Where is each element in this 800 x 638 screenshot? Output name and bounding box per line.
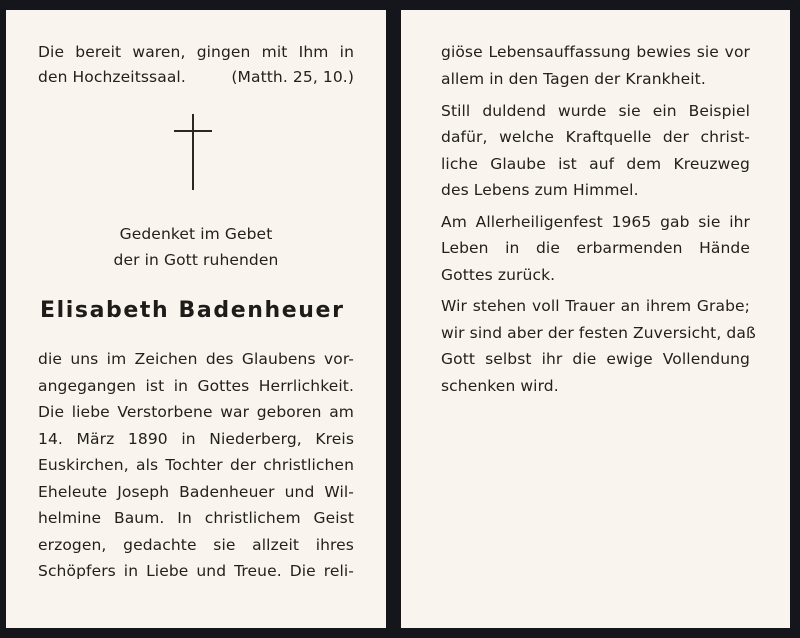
paragraph-4-line: Gott selbst ihr die ewige Vollendung [441, 350, 750, 368]
paragraph-3-line: Am Allerheiligenfest 1965 gab sie ihr [441, 213, 750, 231]
body-line: 14. März 1890 in Niederberg, Kreis [38, 430, 354, 448]
deceased-name: Elisabeth Badenheuer [40, 298, 345, 323]
paragraph-1-line: allem in den Tagen der Krankheit. [441, 70, 706, 88]
body-line: angegangen ist in Gottes Herrlichkeit. [38, 377, 354, 395]
body-line: Euskirchen, als Tochter der christlichen [38, 456, 354, 474]
paragraph-2-line: des Lebens zum Himmel. [441, 181, 639, 199]
cross-icon [192, 114, 194, 190]
paragraph-2-line: liche Glaube ist auf dem Kreuzweg [441, 155, 750, 173]
left-page [6, 10, 386, 628]
body-line: Schöpfers in Liebe und Treue. Die reli- [38, 562, 354, 580]
bible-verse-reference: (Matth. 25, 10.) [231, 68, 354, 86]
paragraph-3-line: Leben in die erbarmenden Hände [441, 239, 750, 257]
bible-verse-line-1: Die bereit waren, gingen mit Ihm in [38, 43, 354, 61]
bible-verse-line-2 [38, 67, 354, 87]
body-line: die uns im Zeichen des Glaubens vor- [38, 350, 354, 368]
paragraph-2-line: dafür, welche Kraftquelle der christ- [441, 128, 750, 146]
paragraph-4-line: wir sind aber der festen Zuversicht, daß [441, 324, 756, 342]
paragraph-1-line: giöse Lebensauffassung bewies sie vor [441, 43, 750, 61]
paragraph-4-line: schenken wird. [441, 377, 559, 395]
body-line: Eheleute Joseph Badenheuer und Wil- [38, 483, 354, 501]
body-line: erzogen, gedachte sie allzeit ihres [38, 536, 354, 554]
cross-icon-bar [174, 130, 212, 132]
bible-verse-text: den Hochzeitssaal. [38, 68, 186, 86]
paragraph-3-line: Gottes zurück. [441, 266, 556, 284]
right-page [401, 10, 790, 628]
body-line: helmine Baum. In christlichem Geist [38, 509, 354, 527]
paragraph-4-line: Wir stehen voll Trauer an ihrem Grabe; [441, 297, 750, 315]
paragraph-2-line: Still duldend wurde sie ein Beispiel [441, 102, 750, 120]
intro-line-1: Gedenket im Gebet [119, 225, 273, 243]
intro-line-2: der in Gott ruhenden [113, 251, 279, 269]
body-line: Die liebe Verstorbene war geboren am [38, 403, 354, 421]
